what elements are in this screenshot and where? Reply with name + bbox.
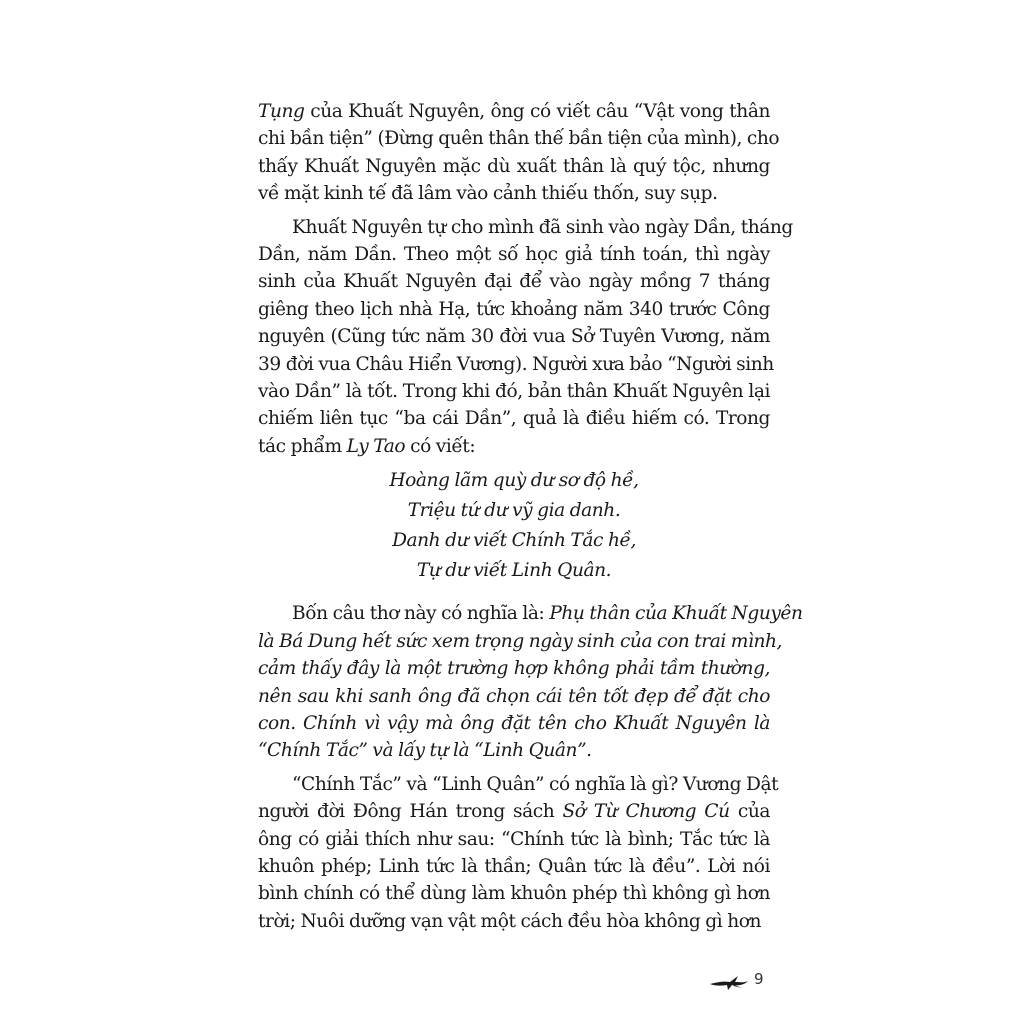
text-run: sinh của Khuất Nguyên đại để vào ngày mồng 7 tháng: [258, 271, 770, 293]
page-number: 9: [754, 970, 764, 988]
text-run: khuôn phép; Linh tức là thần; Quân tức là đều”. Lời nói: [258, 855, 770, 877]
text-run: tác phẩm: [258, 435, 347, 457]
text-line: [258, 125, 780, 152]
text-line: [258, 214, 793, 241]
text-line: [258, 180, 770, 207]
text-line: [258, 98, 770, 125]
text-line: [258, 771, 779, 798]
text-run: bình chính có thể dùng làm khuôn phép thì không gì hơn: [258, 883, 770, 905]
text-line: [258, 323, 770, 350]
text-line: [258, 908, 770, 935]
text-line: [258, 710, 770, 737]
text-line: [258, 826, 770, 853]
text-run: trời; Nuôi dưỡng vạn vật một cách đều hòa không gì hơn: [258, 910, 762, 932]
book-page-body: [258, 98, 803, 941]
text-run: vào Dần” là tốt. Trong khi đó, bản thân Khuất Nguyên lại: [258, 381, 770, 403]
italic-text: con. Chính vì vậy mà ông đặt tên cho Khuất Nguyên là: [258, 712, 770, 734]
italic-text: nên sau khi sanh ông đã chọn cái tên tốt đẹp để đặt cho: [258, 685, 770, 707]
poem-verse: Tự dư viết Linh Quân.: [416, 560, 612, 582]
text-run: 39 đời vua Châu Hiển Vương). Người xưa bảo “Người sinh: [258, 353, 774, 375]
text-line: [258, 241, 770, 268]
text-run: có viết:: [405, 435, 476, 457]
poem-quote: [258, 466, 770, 586]
text-block-before-poem: [258, 98, 793, 460]
text-run: của: [729, 801, 770, 823]
poem-verse: Triệu tứ dư vỹ gia danh.: [407, 500, 621, 522]
text-block-after-poem: [258, 600, 803, 935]
text-run: chi bần tiện” (Đừng quên thân thế bần tiện của mình), cho: [258, 128, 780, 150]
text-run: thấy Khuất Nguyên mặc dù xuất thân là quý tộc, nhưng: [258, 155, 770, 177]
text-run: Khuất Nguyên tự cho mình đã sinh vào ngày Dần, tháng: [292, 216, 793, 238]
text-line: [258, 600, 803, 627]
italic-text: “Chính Tắc” và lấy tự là “Linh Quân”.: [258, 740, 592, 762]
italic-text: Ly Tao: [346, 435, 406, 457]
text-line: [258, 351, 774, 378]
text-line: [258, 378, 770, 405]
text-run: Dần, năm Dần. Theo một số học giả tính toán, thì ngày: [258, 244, 770, 266]
text-run: về mặt kinh tế đã lâm vào cảnh thiếu thốn, suy sụp.: [258, 183, 718, 205]
text-run: “Chính Tắc” và “Linh Quân” có nghĩa là gì? Vương Dật: [292, 773, 779, 795]
text-line: [258, 737, 770, 764]
paragraph: [258, 600, 803, 764]
text-line: [258, 405, 770, 432]
italic-text: Tụng: [258, 101, 305, 122]
text-line: [258, 880, 770, 907]
text-run: nguyên (Cũng tức năm 30 đời vua Sở Tuyên Vương, năm: [258, 326, 770, 348]
text-line: [258, 655, 770, 682]
text-line: [258, 433, 770, 460]
poem-verse: Hoàng lãm quỳ dư sơ độ hề,: [389, 470, 639, 492]
text-run: chiếm liên tục “ba cái Dần”, quả là điều hiếm có. Trong: [258, 408, 770, 430]
text-line: [258, 853, 770, 880]
text-line: [258, 296, 770, 323]
text-line: [258, 683, 770, 710]
text-run: giêng theo lịch nhà Hạ, tức khoảng năm 340 trước Công: [258, 298, 770, 320]
page-footer: [708, 970, 778, 994]
swallow-bird-icon: [708, 972, 750, 992]
paragraph: [258, 214, 793, 461]
text-run: của Khuất Nguyên, ông có viết câu “Vật vong thân: [304, 101, 770, 122]
text-line: [258, 153, 770, 180]
poem-verse: Danh dư viết Chính Tắc hề,: [392, 530, 636, 552]
paragraph: [258, 771, 779, 935]
text-run: người đời Đông Hán trong sách: [258, 801, 563, 823]
text-run: ông có giải thích như sau: “Chính tức là bình; Tắc tức là: [258, 828, 770, 850]
text-line: [258, 798, 770, 825]
italic-text: Sở Từ Chương Cú: [562, 801, 730, 823]
text-run: Bốn câu thơ này có nghĩa là:: [292, 603, 550, 625]
text-line: [258, 268, 770, 295]
text-line: [258, 628, 782, 655]
italic-text: cảm thấy đây là một trường hợp không phải tầm thường,: [258, 658, 770, 680]
italic-text: là Bá Dung hết sức xem trọng ngày sinh của con trai mình,: [258, 630, 782, 652]
italic-text: Phụ thân của Khuất Nguyên: [549, 603, 803, 625]
paragraph: [258, 98, 780, 208]
